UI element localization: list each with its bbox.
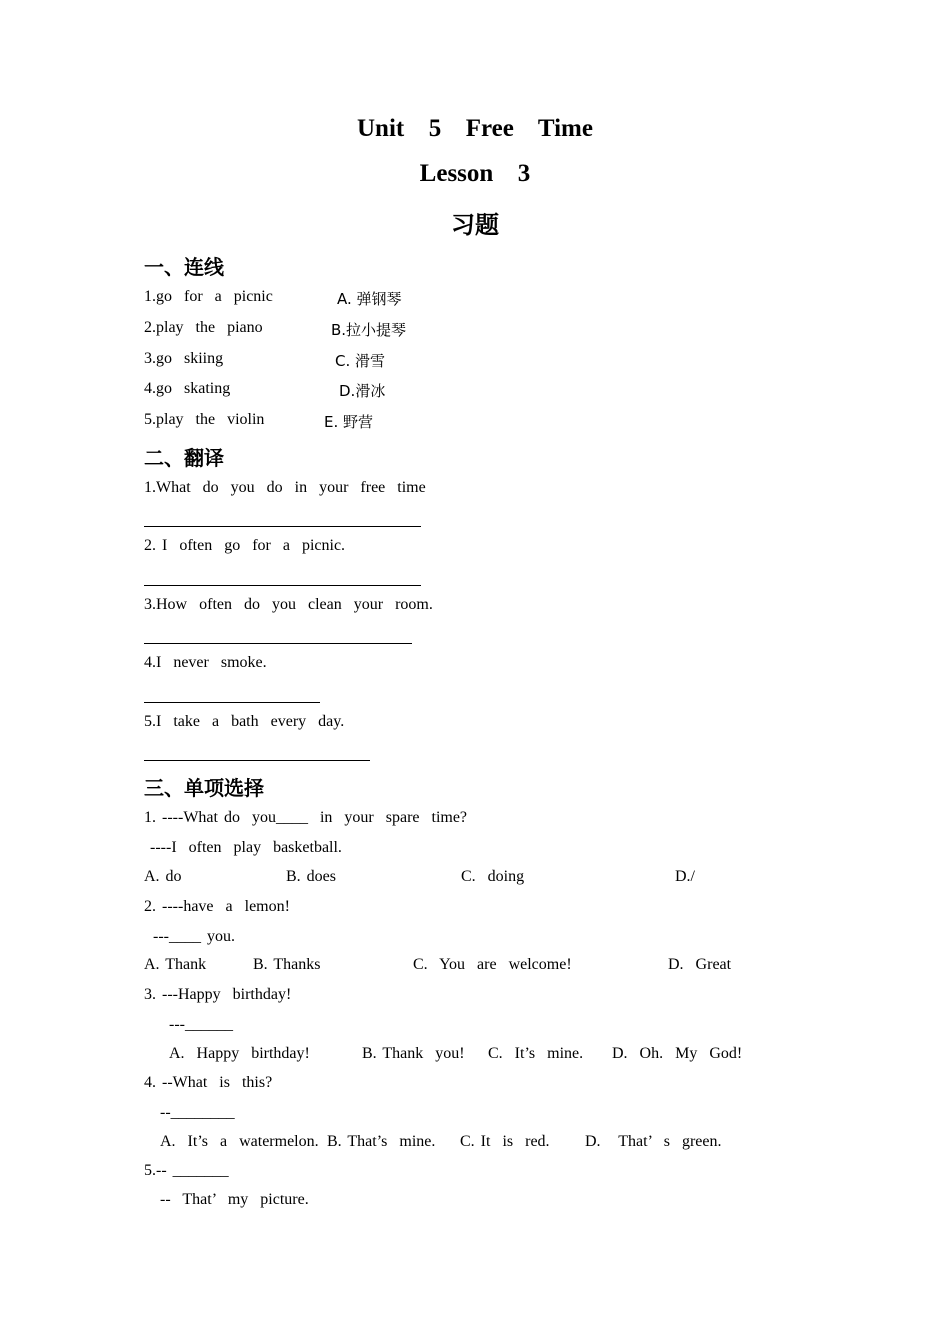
option-d: D./ [675, 868, 695, 885]
unit-title: Unit 5 Free Time [357, 115, 593, 142]
section-heading-matching: 一、连线 [144, 255, 224, 279]
answer-line [144, 643, 412, 644]
option-c: C. It is red. [460, 1133, 550, 1150]
translation-item: 5.I take a bath every day. [144, 713, 345, 730]
exercise-subtitle: 习题 [451, 211, 499, 239]
option-d: D. Great [668, 956, 732, 973]
question-stem: 3. ---Happy birthday! [144, 986, 292, 1003]
match-left-item: 3.go skiing [144, 350, 224, 367]
question-reply: -- That’ my picture. [160, 1191, 309, 1208]
option-b: B. That’s mine. [327, 1133, 436, 1150]
question-stem: 4. --What is this? [144, 1074, 273, 1091]
option-c: C. You are welcome! [413, 956, 572, 973]
question-reply: --________ [160, 1104, 235, 1121]
match-right-item: D.滑冰 [339, 382, 386, 400]
option-c: C. It’s mine. [488, 1045, 584, 1062]
question-stem: 1. ----What do you____ in your spare time? [144, 809, 468, 826]
match-right-item: A. 弹钢琴 [337, 290, 402, 308]
translation-item: 2. I often go for a picnic. [144, 537, 346, 554]
lesson-title: Lesson 3 [419, 160, 531, 187]
match-left-item: 4.go skating [144, 380, 231, 397]
option-b: B. does [286, 868, 336, 885]
option-c: C. doing [461, 868, 525, 885]
match-left-item: 1.go for a picnic [144, 288, 273, 305]
option-d: D. Oh. My God! [612, 1045, 743, 1062]
section-heading-translation: 二、翻译 [144, 446, 224, 470]
option-b: B. Thank you! [362, 1045, 465, 1062]
question-reply: ----I often play basketball. [144, 839, 342, 856]
section-heading-multiple-choice: 三、单项选择 [144, 776, 264, 800]
translation-item: 3.How often do you clean your room. [144, 596, 433, 613]
option-a: A. Thank [144, 956, 207, 973]
match-left-item: 5.play the violin [144, 411, 265, 428]
question-stem: 2. ----have a lemon! [144, 898, 290, 915]
answer-line [144, 702, 320, 703]
option-b: B. Thanks [253, 956, 321, 973]
match-right-item: B.拉小提琴 [331, 321, 407, 339]
question-stem: 5.-- _______ [144, 1162, 229, 1179]
match-right-item: C. 滑雪 [335, 352, 386, 370]
option-a: A. do [144, 868, 182, 885]
option-d: D. That’ s green. [585, 1133, 722, 1150]
question-reply: ---______ [169, 1016, 233, 1033]
translation-item: 1.What do you do in your free time [144, 479, 426, 496]
match-right-item: E. 野营 [324, 413, 374, 431]
translation-item: 4.I never smoke. [144, 654, 267, 671]
option-a: A. It’s a watermelon. [160, 1133, 319, 1150]
answer-line [144, 526, 421, 527]
answer-line [144, 760, 370, 761]
question-reply: ---____ you. [153, 928, 235, 945]
answer-line [144, 585, 421, 586]
match-left-item: 2.play the piano [144, 319, 263, 336]
option-a: A. Happy birthday! [169, 1045, 310, 1062]
